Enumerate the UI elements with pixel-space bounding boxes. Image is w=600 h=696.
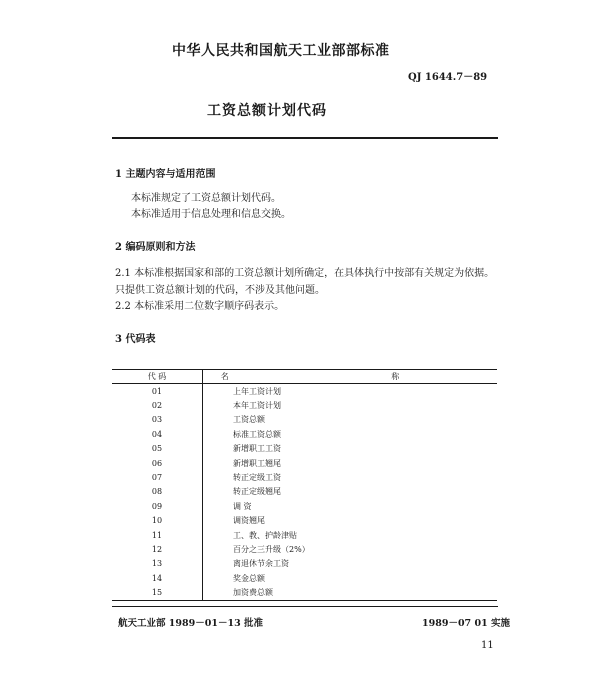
standard-title: 中华人民共和国航天工业部部标准 [172, 43, 390, 59]
table-row: 10 调资翘尾 [112, 514, 497, 528]
table-row: 01 上年工资计划 [112, 384, 497, 399]
table-row: 06 新增职工翘尾 [112, 456, 497, 470]
table-row: 09 调 资 [112, 499, 497, 513]
table-row: 03 工资总额 [112, 413, 497, 427]
table-row: 04 标准工资总额 [112, 427, 497, 441]
header-divider [112, 137, 498, 139]
table-row: 02 本年工资计划 [112, 398, 497, 412]
section-heading-coding: 2 编码原则和方法 [115, 242, 196, 253]
table-row: 07 转正定级工资 [112, 470, 497, 484]
table-row: 05 新增职工工资 [112, 442, 497, 456]
table-row: 12 百分之三升级（2%） [112, 542, 497, 556]
code-table-header [112, 370, 497, 384]
document-title: 工资总额计划代码 [207, 103, 327, 119]
footer-divider [112, 606, 498, 607]
section-heading-code-table: 3 代码表 [115, 334, 156, 345]
table-row: 14 奖金总额 [112, 571, 497, 585]
table-row: 11 工、教、护龄津贴 [112, 528, 497, 542]
effective-date: 1989－07 01 实施 [422, 618, 510, 629]
clause-2-1-line-1: 2.1 本标准根据国家和部的工资总额计划所确定，在具体执行中按部有关规定为依据。 [115, 268, 495, 279]
column-header-code: 代 码 [112, 370, 203, 384]
standard-code: QJ 1644.7－89 [408, 72, 488, 83]
clause-2-1-line-2: 只提供工资总额计划的代码，不涉及其他问题。 [115, 285, 325, 296]
section-heading-scope: 1 主题内容与适用范围 [115, 169, 216, 180]
approval-date: 航天工业部 1989－01－13 批准 [118, 618, 263, 629]
table-row: 08 转正定级翘尾 [112, 485, 497, 499]
code-table [112, 369, 497, 601]
paragraph-scope-2: 本标准适用于信息处理和信息交换。 [131, 209, 291, 220]
table-row: 15 加资费总额 [112, 585, 497, 600]
paragraph-scope-1: 本标准规定了工资总额计划代码。 [131, 193, 281, 204]
page-number: 11 [481, 640, 494, 651]
column-header-name: 名 称 [203, 370, 498, 384]
clause-2-2: 2.2 本标准采用二位数字顺序码表示。 [115, 301, 285, 312]
table-row: 13 离退休节余工资 [112, 557, 497, 571]
